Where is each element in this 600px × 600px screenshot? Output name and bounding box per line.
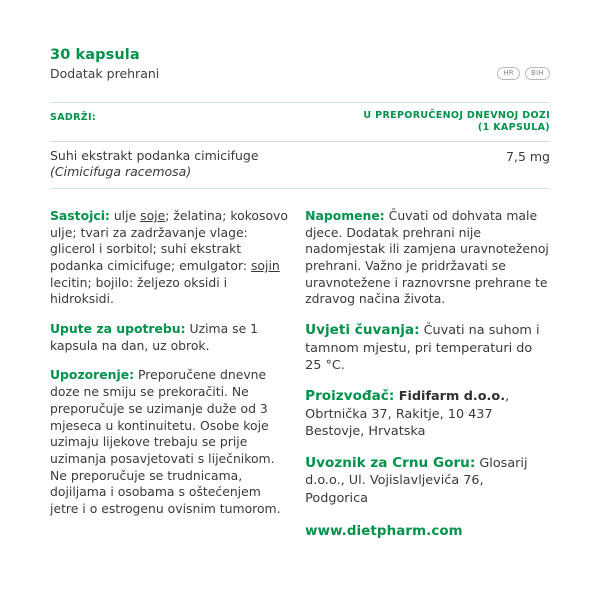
ingredient-name-cell [50,148,259,182]
left-column [50,208,289,539]
dosage-block [50,321,289,354]
ingredient-name: Suhi ekstrakt podanka cimicifuge [50,147,259,163]
importer-label: Uvoznik za Crnu Goru: [305,454,476,471]
ingredients-text-c: lecitin; bojilo: željezo oksidi i hidroksidi. [50,274,228,307]
importer-text: Glosarij d.o.o., Ul. Vojislavljevića 76, Podgorica [305,455,528,506]
ingredients-text-b: ; želatina; kokosovo ulje; tvari za zadržavanje vlage: glicerol i sorbitol; suhi ekstrakt podanka cimicifuge; emulgator: [50,208,288,274]
ingredients-text-a: ulje [109,208,141,224]
importer-block [305,454,550,507]
warning-text: Preporučene dnevne doze ne smiju se prekoračiti. Ne preporučuje se uzimanje duže od 3 mjeseca u kontinuitetu. Osobe koje uzimaju lijekove trebaju se prije uzimanja posavjetovati s liječnikom. Ne preporučuje se trudnicama, dojiljama i osobama s oštećenjem jetre i o estrogenu ovisnim tumorom. [50,367,281,516]
warning-label: Upozorenje: [50,367,135,383]
manufacturer-block [305,387,550,440]
storage-text: Čuvati na suhom i tamnom mjestu, pri temperaturi do 25 °C. [305,323,540,374]
notes-label: Napomene: [305,208,385,224]
ingredient-amount: 7,5 mg [506,148,550,164]
badge-hr: HR [497,67,520,80]
header-title-group [50,46,159,82]
language-badges [497,67,550,82]
notes-text: Čuvati od dohvata male djece. Dodatak prehrani nije nadomjestak ili zamjena uravnoteženoj prehrani. Važno je pridržavati se uravnotežene i raznovrsne prehrane te zdravog načina života. [305,208,549,307]
product-category: Dodatak prehrani [50,65,160,81]
daily-dose-line1: U PREPORUČENOJ DNEVNOJ DOZI [363,109,550,121]
pack-size: 30 kapsula [50,47,140,63]
daily-dose-line2: (1 KAPSULA) [477,122,550,134]
ingredients-block [50,208,289,308]
table-header-daily-dose [363,110,550,135]
storage-label: Uvjeti čuvanja: [305,322,420,339]
manufacturer-address: , Obrtnička 37, Rakitje, 10 437 Bestovje, Hrvatska [305,389,510,440]
table-bottom-rule [50,188,550,189]
label-body [50,208,550,539]
allergen-sojin: sojin [250,258,280,274]
storage-block [305,321,550,374]
website-block [305,520,550,539]
manufacturer-company: Fidifarm d.o.o. [394,389,506,405]
ingredient-latin-name: (Cimicifuga racemosa) [50,164,192,180]
badge-bih: BIH [525,67,550,80]
website-link[interactable]: www.dietpharm.com [305,523,463,539]
manufacturer-label: Proizvođač: [305,388,395,405]
dosage-text: Uzima se 1 kapsula na dan, uz obrok. [50,321,259,353]
warning-block [50,367,289,517]
table-header-contains: SADRŽI: [50,111,97,123]
label-header [50,0,550,82]
table-header-row [50,103,550,141]
notes-block [305,208,550,308]
right-column [305,208,550,539]
contents-table [50,102,550,190]
dosage-label: Upute za upotrebu: [50,321,186,337]
table-row [50,142,550,189]
ingredients-label: Sastojci: [50,208,110,224]
allergen-soje: soje [140,208,166,224]
